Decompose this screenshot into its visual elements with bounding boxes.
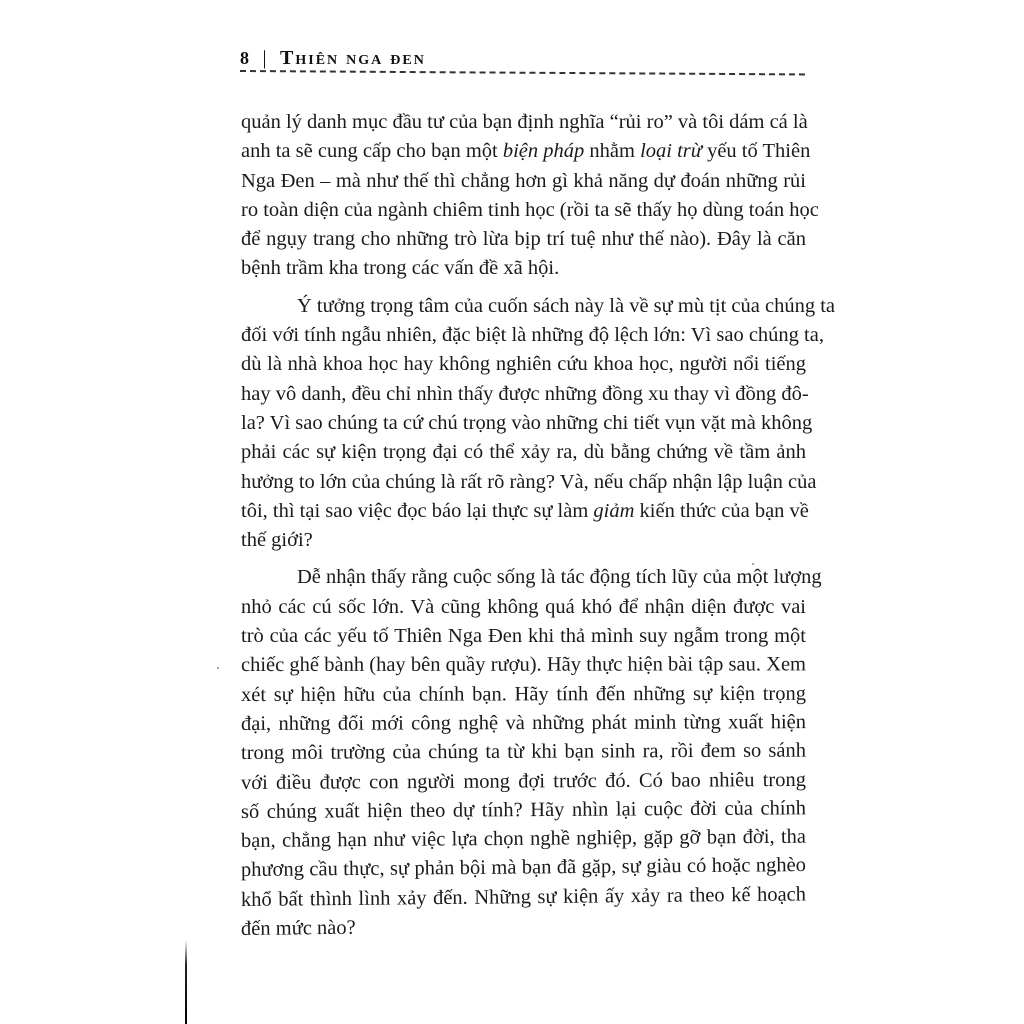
text-line: tôi, thì tại sao việc đọc báo lại thực sự làm giảm kiến thức của bạn về — [241, 499, 809, 522]
text-line: la? Vì sao chúng ta cứ chú trọng vào những chi tiết vụn vặt mà không — [241, 411, 813, 434]
text-line: chiếc ghế bành (hay bên quầy rượu). Hãy thực hiện bài tập sau. Xem — [240, 653, 807, 677]
scan-speck — [752, 563, 754, 565]
paragraph-3 — [240, 563, 822, 944]
italic-emphasis: biện pháp — [502, 140, 585, 163]
text-line: với điều được con người mong đợi trước đó. Có bao nhiêu trong — [240, 768, 807, 794]
text-line: nhỏ các cú sốc lớn. Và cũng không quá khó để nhận diện được vai — [241, 595, 806, 618]
paragraph-2 — [241, 292, 836, 556]
text-line: đối với tính ngẫu nhiên, đặc biệt là những độ lệch lớn: Vì sao chúng ta, — [241, 324, 824, 347]
italic-emphasis: giảm — [593, 499, 635, 522]
text-line: dù là nhà khoa học hay không nghiên cứu khoa học, người nổi tiếng — [241, 353, 806, 376]
text-line: khổ bất thình lình xảy đến. Những sự kiện ấy xảy ra theo kế hoạch — [240, 883, 807, 911]
text-line: trò của các yếu tố Thiên Nga Đen khi thả mình suy ngẫm trong một — [241, 625, 806, 648]
text-line: đến mức nào? — [240, 916, 356, 941]
page-gutter-edge — [185, 940, 187, 1024]
running-header — [240, 47, 426, 70]
text-line: bạn, chẳng hạn như việc lựa chọn nghề nghiệp, gặp gỡ bạn đời, tha — [240, 825, 807, 853]
header-separator: | — [262, 47, 269, 69]
running-title: Thiên nga đen — [280, 47, 426, 69]
text-line: đại, những đổi mới công nghệ và những phát minh từng xuất hiện — [240, 711, 807, 735]
text-line: phải các sự kiện trọng đại có thể xảy ra, dù bằng chứng về tầm ảnh — [241, 441, 806, 464]
page-number: 8 — [240, 48, 251, 68]
text-line: ro toàn diện của ngành chiêm tinh học (rồi ta sẽ thấy họ dùng toán học — [241, 198, 819, 221]
paragraph-1 — [241, 108, 819, 284]
text-line: bệnh trầm kha trong các vấn đề xã hội. — [241, 257, 560, 280]
text-line: hưởng to lớn của chúng là rất rõ ràng? Và, nếu chấp nhận lập luận của — [241, 470, 817, 493]
text-line: thế giới? — [241, 529, 313, 552]
text-line: xét sự hiện hữu của chính bạn. Hãy tính đến những sự kiện trọng — [240, 682, 807, 706]
text-line: Ý tưởng trọng tâm của cuốn sách này là về sự mù tịt của chúng ta — [297, 294, 836, 317]
header-dashed-rule — [240, 70, 805, 75]
text-line: để ngụy trang cho những trò lừa bịp trí tuệ như thế nào). Đây là căn — [241, 228, 806, 251]
text-line: quản lý danh mục đầu tư của bạn định nghĩa “rủi ro” và tôi dám cá là — [241, 111, 808, 133]
text-line: Dễ nhận thấy rằng cuộc sống là tác động tích lũy của một lượng — [297, 566, 822, 589]
text-line: hay vô danh, đều chỉ nhìn thấy được những đồng xu thay vì đồng đô- — [241, 382, 809, 405]
body-text — [240, 108, 836, 952]
text-line: phương cầu thực, sự phản bội mà bạn đã gặp, sự giàu có hoặc nghèo — [240, 854, 807, 882]
italic-emphasis: loại trừ — [640, 140, 702, 163]
scan-speck — [217, 667, 219, 669]
text-line: số chúng xuất hiện theo dự tính? Hãy nhìn lại cuộc đời của chính — [240, 797, 807, 823]
text-line: anh ta sẽ cung cấp cho bạn một biện pháp nhằm loại trừ yếu tố Thiên — [241, 140, 811, 163]
text-line: Nga Đen – mà như thế thì chẳng hơn gì khả năng dự đoán những rủi — [241, 169, 806, 192]
text-line: trong môi trường của chúng ta từ khi bạn sinh ra, rồi đem so sánh — [240, 739, 807, 765]
